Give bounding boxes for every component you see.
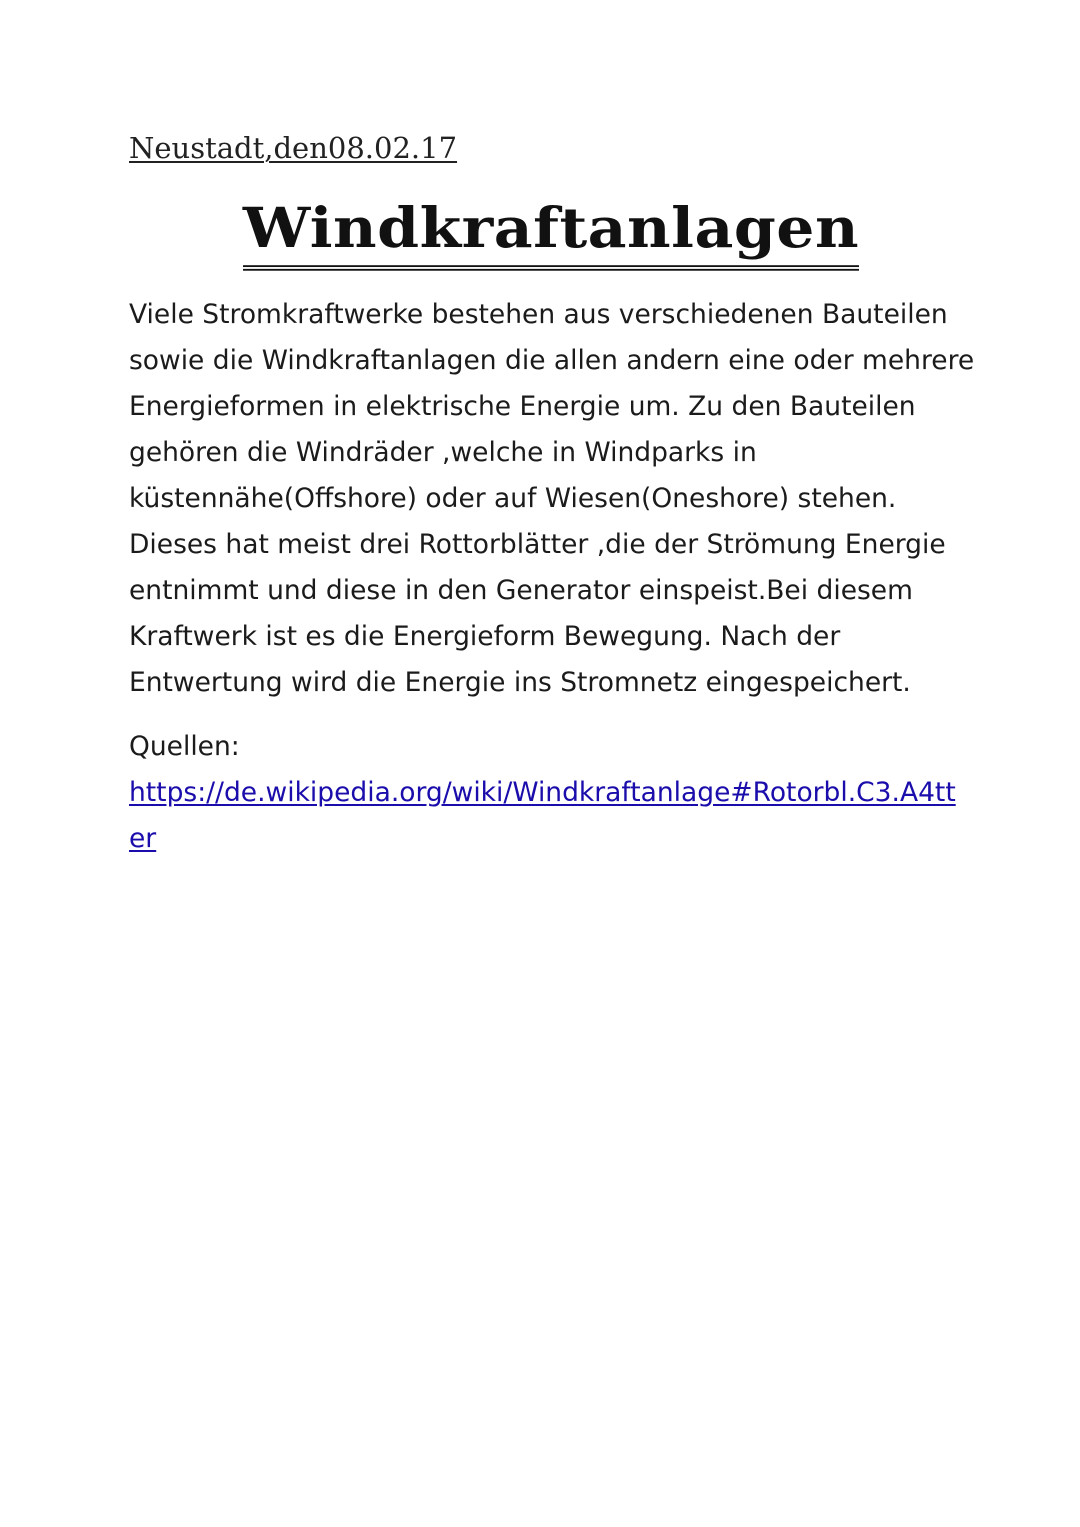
- document-title: Windkraftanlagen: [243, 195, 859, 270]
- place-date-line: Neustadt,den08.02.17: [129, 131, 458, 165]
- sources-label: Quellen:: [129, 731, 240, 762]
- source-link[interactable]: https://de.wikipedia.org/wiki/Windkraftanlage#Rotorbl.C3.A4tter: [129, 777, 956, 854]
- body-paragraph: Viele Stromkraftwerke bestehen aus verschiedenen Bauteilen sowie die Windkraftanlagen die allen andern eine oder mehrere Energieformen in elektrische Energie um. Zu den Bauteilen gehören die Windräder ,welche in Windparks in küstennähe(Offshore) oder auf Wiesen(Oneshore) stehen. Dieses hat meist drei Rottorblätter ,die der Strömung Energie entnimmt und diese in den Generator einspeist.Bei diesem Kraftwerk ist es die Energieform Bewegung. Nach der Entwertung wird die Energie ins Stromnetz eingespeichert.: [129, 299, 975, 698]
- title-container: [0, 192, 1080, 274]
